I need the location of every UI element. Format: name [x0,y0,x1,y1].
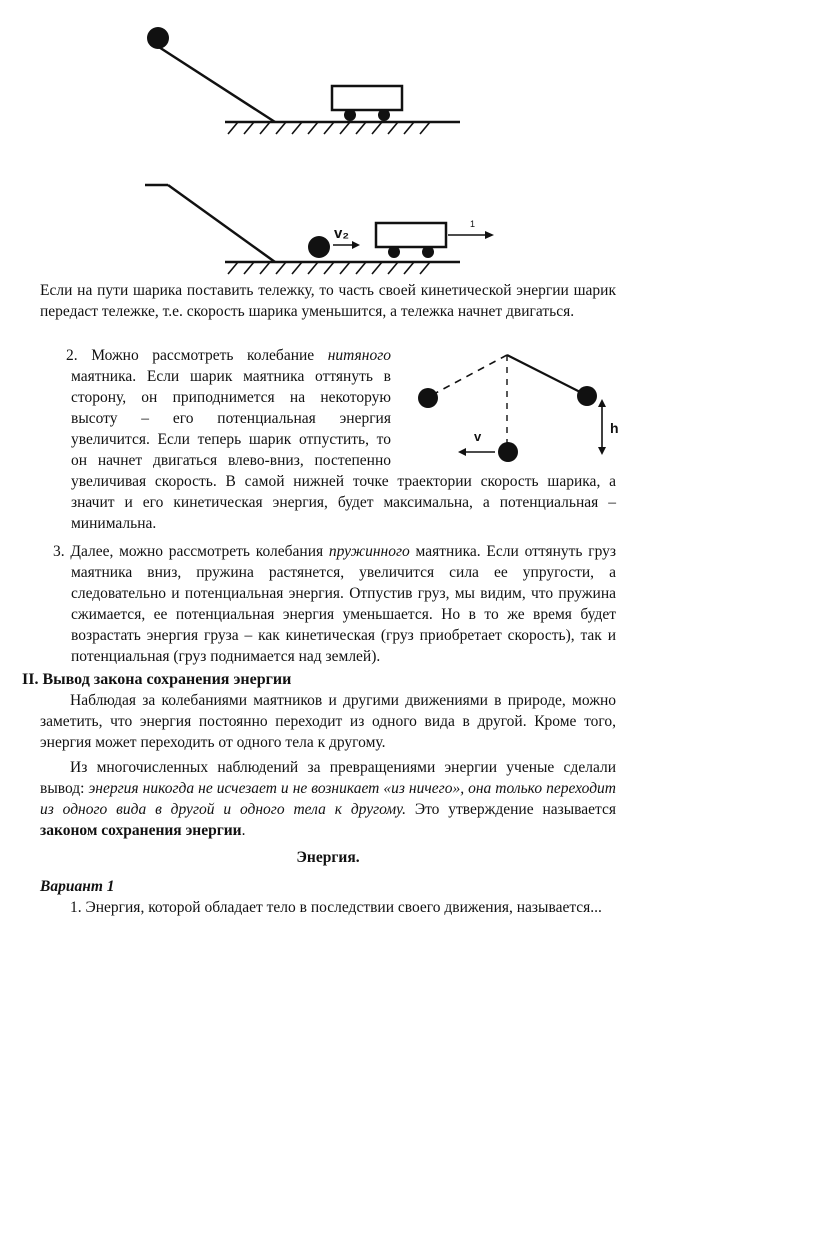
law-statement: энергия никогда не исчезает и не возникает «из ничего», она только переходит из одного вида в другой и одного тела к другому. [40,780,616,818]
text-block-top [40,280,616,322]
italic-term: нитяного [327,347,391,364]
paragraph-conclusion: Из многочисленных наблюдений за превращениями энергии ученые сделали вывод: энергия никогда не исчезает и не возникает «из ничего», она только переходит из одного вида в другой и одного тела к другому. Это утверждение называется законом сохранения энергии. [40,759,616,839]
list-item-2: 2. Можно рассмотреть колебание нитяного маятника. Если шарик маятника оттянуть в сторону, он приподнимется на некоторую высоту – его потенциальная энергия увеличится. Если теперь шарик отпустить, то он начнет двигаться влево-вниз, постепенно увеличивая скорость. В самой нижней точке траектории скорость шарика, а значит и его кинетическая энергия, будет максимальна, а потенциальная – минимальна. [40,345,616,534]
ball [147,27,169,49]
ball [308,236,330,258]
velocity-label: v [474,429,482,444]
height-label: h [610,420,619,436]
text-block-item2 [40,345,616,534]
incline [148,40,275,122]
cart-body [332,86,402,110]
text-block-lower [22,541,617,918]
cart-wheel [422,246,434,258]
law-name: законом сохранения энергии [40,822,242,839]
ball-velocity-arrowhead [352,241,360,249]
cart-wheel [388,246,400,258]
figure-ball-hits-cart [130,175,500,280]
list-number: 2. [66,347,78,364]
ground-hatching [228,122,430,134]
section-heading: II. Вывод закона сохранения энергии [22,671,292,688]
question-number: 1. [70,899,82,916]
cart-body [376,223,446,247]
incline [168,185,275,262]
list-number: 3. [53,543,65,560]
cart-velocity-label: 1 [470,219,476,229]
paragraph-observe: Наблюдая за колебаниями маятников и другими движениями в природе, можно заметить, что энергия постоянно переходит из одного вида в другой. Кроме того, энергия может переходить от одного тела к другому. [40,692,616,751]
cart-velocity-arrowhead [485,231,494,239]
question-text: Энергия, которой обладает тело в последствии своего движения, называется... [85,899,602,916]
question-1 [40,897,616,918]
list-item-3: 3. Далее, можно рассмотреть колебания пружинного маятника. Если оттянуть груз маятника вниз, пружина растянется, увеличится сила ее упругости, а следовательно и потенциальная энергия. Отпустив груз, мы видим, что пружина сжимается, ее потенциальная энергия уменьшается. Но в то же время будет возрастать энергия груза – как кинетическая (груз приобретает скорость), так и потенциальная (груз поднимается над землей). [53,543,617,665]
variant-title: Вариант 1 [40,878,115,895]
paragraph-cart: Если на пути шарика поставить тележку, то часть своей кинетической энергии шарик передаст тележке, т.е. скорость шарика уменьшится, а тележка начнет двигаться. [40,282,616,320]
italic-term: пружинного [328,543,410,560]
cart-wheel [344,109,356,121]
figure-ball-incline-cart-rest [130,20,470,140]
ground-hatching [228,262,430,274]
cart-wheel [378,109,390,121]
test-title: Энергия. [296,849,360,866]
ball-velocity-label: v₂ [334,225,350,242]
